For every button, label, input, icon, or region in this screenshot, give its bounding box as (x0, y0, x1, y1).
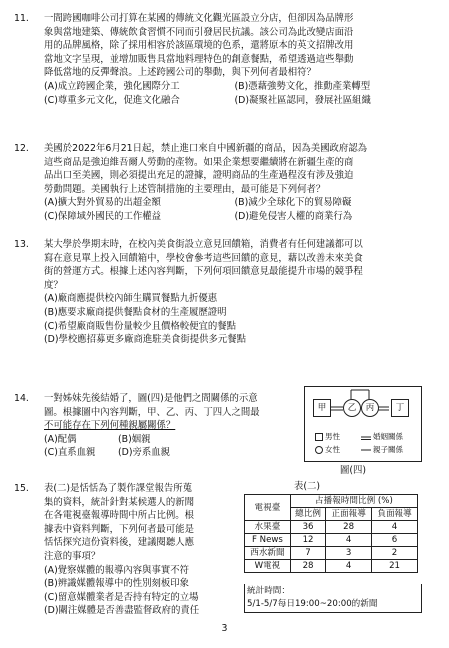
option-d: (D)學校應招募更多廠商進駐美食街提供多元餐點 (44, 334, 247, 346)
stem-line: 這些商品是強迫維吾爾人勞動的產物。如果企業想要繼續將在新疆生產的商 (44, 156, 354, 168)
stem-line: 街的營運方式。根據上述內容判斷，下列何項回饋意見最能提升市場的競爭程 (44, 266, 363, 278)
table-row (245, 534, 418, 547)
stem-line: 圖。根據圖中內容判斷，甲、乙、丙、丁四人之間最 (44, 406, 260, 418)
cell: 4 (326, 534, 372, 547)
option-c: (C)保障域外國民的工作權益 (44, 210, 161, 222)
col-header: 負面報導 (372, 508, 418, 521)
node-bing: 丙 (361, 399, 379, 417)
question-14 (14, 392, 299, 460)
stem-line: 一對姊妹先後結婚了，圖(四)是他們之間關係的示意 (44, 393, 258, 404)
stem-line: 象與當地建築、傳統飲食習慣不同而引發居民抗議。該公司為此改變店面沿 (44, 26, 354, 38)
cell: 7 (290, 547, 325, 560)
option-c: (C)留意媒體業者是否持有特定的立場 (44, 591, 199, 603)
stem-line: 表(二)是恬恬為了製作課堂報告所蒐 (44, 483, 192, 494)
stem-line: 降低當地的反彈聲浪。上述跨國公司的舉動，與下列何者最相符？ (44, 67, 316, 79)
col-header: 正面報導 (326, 508, 372, 521)
option-d: (D)避免侵害人權的商業行為 (234, 210, 353, 222)
legend-marriage: 婚姻關係 (373, 432, 403, 441)
table-caption: 表(二) (294, 481, 321, 492)
cell: 6 (372, 534, 418, 547)
question-number: 13. (14, 239, 29, 250)
circle-icon (315, 446, 323, 454)
table-row (245, 560, 418, 573)
family-diagram (304, 386, 422, 462)
square-icon (315, 433, 323, 441)
option-a: (A)成立跨國企業，強化國際分工 (44, 80, 180, 92)
cell: 36 (290, 521, 325, 534)
stem-line: 某大學於學期末時，在校內美食街設立意見回饋箱，消費者有任何建議都可以 (44, 239, 363, 250)
node-yi: 乙 (343, 399, 361, 417)
question-12 (14, 142, 421, 224)
stem-line: 寫在意見單上投入回饋箱中，學校會參考這些回饋的意見，藉以改善未來美食 (44, 252, 363, 264)
legend-male: 男性 (315, 431, 340, 442)
stem-line: 據表中資料判斷，下列何者最可能是 (44, 523, 195, 535)
node-ding: 丁 (391, 399, 409, 417)
row-name: 水果臺 (245, 521, 291, 534)
option-d: (D)凝聚社區認同，發展社區組織 (234, 94, 371, 106)
option-b: (B)減少全球化下的貿易障礙 (234, 197, 352, 209)
question-number: 12. (14, 143, 29, 154)
header-group: 占播報時間比例 (%) (290, 495, 417, 508)
row-name: 西水新聞 (245, 547, 291, 560)
question-number: 11. (14, 13, 29, 24)
question-number: 14. (14, 393, 29, 404)
stem-line: 在各電視臺報導時間中所占比例。根 (44, 510, 195, 522)
option-d: (D)旁系血親 (118, 447, 171, 459)
cell: 3 (326, 547, 372, 560)
row-name: W電視 (245, 560, 291, 573)
cell: 2 (372, 547, 418, 560)
option-b: (B)姻親 (118, 433, 151, 445)
header-station: 電視臺 (245, 495, 291, 521)
option-c: (C)直系血親 (44, 447, 96, 459)
cell: 28 (290, 560, 325, 573)
table-row (245, 547, 418, 560)
stem-line: 集的資料，統計針對某候選人的新聞 (44, 496, 195, 508)
cell: 4 (326, 560, 372, 573)
cell: 12 (290, 534, 325, 547)
cell: 28 (326, 521, 372, 534)
page-number: 3 (221, 623, 228, 634)
footer-label: 統計時間： (247, 586, 290, 596)
stem-line: 用的品牌風格，除了採用相容於該區環境的色系，還將原本的英文招牌改用 (44, 40, 354, 52)
stem-line: 度？ (44, 279, 63, 291)
stem-line: 美國於2022年6月21日起，禁止進口來自中國新疆的商品，因為美國政府認為 (44, 143, 368, 154)
option-c: (C)希望廠商販售份量較少且價格較便宜的餐點 (44, 320, 236, 332)
question-number: 15. (14, 483, 29, 494)
stem-line: 當地文字呈現，並增加販售具當地料理特色的創意餐點，希望透過這些舉動 (44, 53, 354, 65)
news-ratio-table (244, 494, 418, 573)
option-c: (C)尊重多元文化，促進文化融合 (44, 94, 180, 106)
figure-caption: 圖(四) (340, 465, 367, 476)
stem-line: 恬恬探究這份資料後，建議閱聽人應 (44, 537, 195, 549)
question-15 (14, 482, 239, 618)
legend-female: 女性 (315, 444, 340, 455)
stem-line: 勞動問題。美國執行上述管制措施的主要理由，最可能是下列何者？ (44, 183, 326, 195)
stem-line: 不可能存在下列何種親屬關係？ (44, 420, 176, 432)
question-11 (14, 12, 421, 107)
option-d: (D)關注媒體是否善盡監督政府的責任 (44, 605, 200, 617)
node-jia: 甲 (313, 399, 331, 417)
footer-value: 5/1-5/7每日19:00~20:00的新聞 (247, 599, 378, 609)
option-b: (B)應要求廠商提供餐點食材的生產履歷證明 (44, 306, 227, 318)
row-name: F News (245, 534, 291, 547)
option-a: (A)擴大對外貿易的出超金額 (44, 197, 161, 209)
table-footer (244, 584, 422, 613)
option-a: (A)廠商應提供校內師生購買餐點九折優惠 (44, 293, 218, 305)
cell: 4 (372, 521, 418, 534)
stem-line: 注意的事項？ (44, 550, 101, 562)
cell: 21 (372, 560, 418, 573)
legend-parent-child: 親子關係 (373, 445, 403, 454)
col-header: 總比例 (290, 508, 325, 521)
stem-line: 一間跨國咖啡公司打算在某國的傳統文化觀光區設立分店，但卻因為品牌形 (44, 13, 354, 24)
stem-line: 品出口至美國，則必須提出充足的證據，證明商品的生產過程沒有涉及強迫 (44, 170, 354, 182)
option-a: (A)覺察媒體的報導內容與事實不符 (44, 564, 189, 576)
option-a: (A)配偶 (44, 433, 77, 445)
option-b: (B)憑藉強勢文化，推動產業轉型 (234, 80, 371, 92)
table-row (245, 521, 418, 534)
question-13 (14, 238, 421, 347)
option-b: (B)辨識媒體報導中的性別刻板印象 (44, 578, 189, 590)
